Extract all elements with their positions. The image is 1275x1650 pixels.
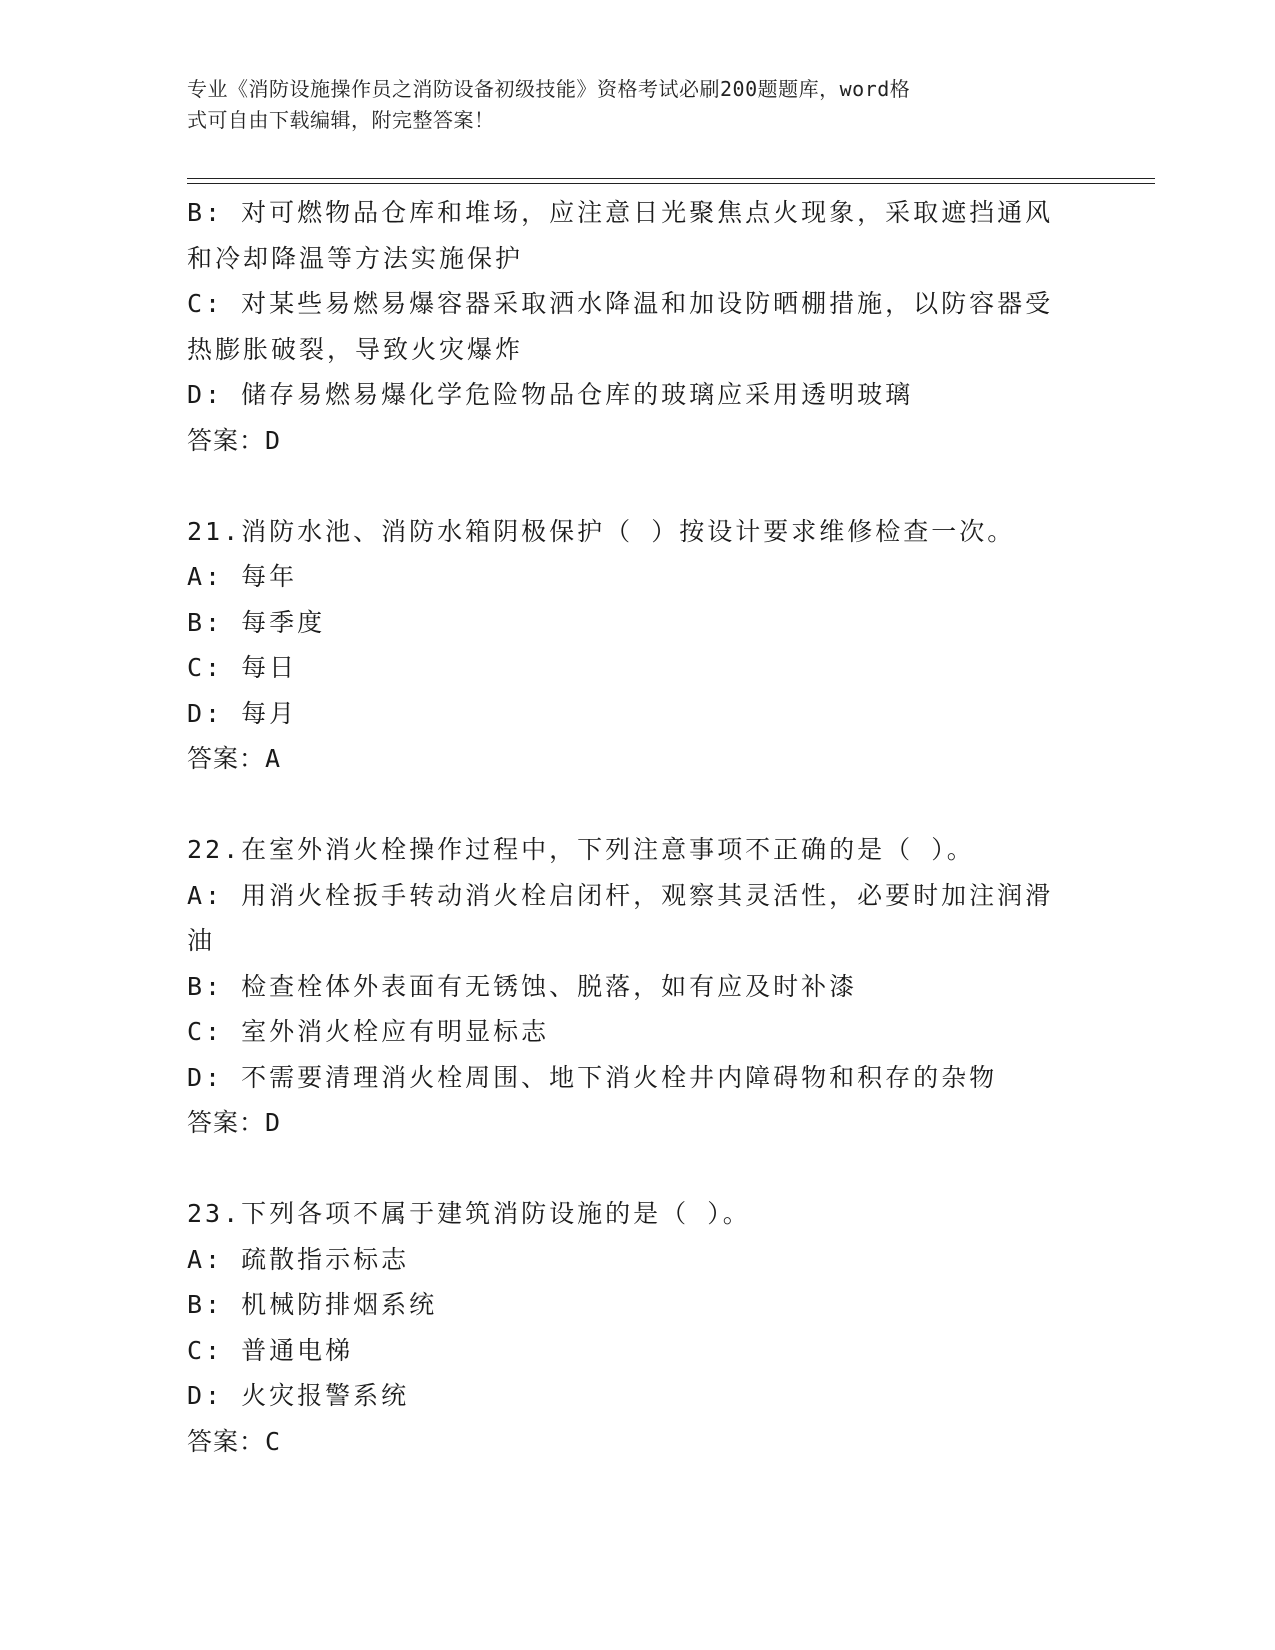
question-spacer <box>187 782 1087 828</box>
option-b: B: 每季度 <box>187 607 326 637</box>
header-divider-top <box>187 178 1155 179</box>
option-b-line-2: 和冷却降温等方法实施保护 <box>187 243 524 273</box>
page-header <box>187 74 1067 136</box>
question-22 <box>187 827 1087 1146</box>
answer-value: D <box>265 1108 284 1137</box>
answer-value: A <box>265 744 284 773</box>
option-b: B: 检查栓体外表面有无锈蚀、脱落，如有应及时补漆 <box>187 971 858 1001</box>
option-d: D: 不需要清理消火栓周围、地下消火栓井内障碍物和积存的杂物 <box>187 1062 998 1092</box>
option-c: C: 每日 <box>187 653 298 682</box>
option-d: D: 每月 <box>187 698 298 728</box>
option-b: B: 机械防排烟系统 <box>187 1290 438 1319</box>
answer-value: C <box>265 1426 284 1456</box>
answer-label: 答案： <box>187 744 266 773</box>
question-stem: 21.消防水池、消防水箱阴极保护（ ）按设计要求维修检查一次。 <box>187 516 1016 546</box>
question-stem: 23.下列各项不属于建筑消防设施的是（ ）。 <box>187 1199 751 1228</box>
option-c: C: 室外消火栓应有明显标志 <box>187 1017 550 1046</box>
option-a: A: 疏散指示标志 <box>187 1244 410 1274</box>
question-spacer <box>187 1146 1087 1192</box>
answer-value: D <box>265 425 284 455</box>
question-23 <box>187 1191 1087 1464</box>
question-content <box>187 190 1087 1464</box>
header-divider-bottom <box>187 183 1155 184</box>
option-b-line-1: B: 对可燃物品仓库和堆场，应注意日光聚焦点火现象，采取遮挡通风 <box>187 198 1054 227</box>
answer-line <box>187 418 1087 464</box>
option-d: D: 火灾报警系统 <box>187 1381 410 1410</box>
question-stem: 22.在室外消火栓操作过程中，下列注意事项不正确的是（ ）。 <box>187 835 975 864</box>
option-a-line-2: 油 <box>187 926 216 955</box>
option-c-line-1: C: 对某些易燃易爆容器采取洒水降温和加设防晒棚措施，以防容器受 <box>187 289 1054 318</box>
question-21 <box>187 509 1087 782</box>
option-d: D: 储存易燃易爆化学危险物品仓库的玻璃应采用透明玻璃 <box>187 380 914 409</box>
option-c-line-2: 热膨胀破裂，导致火灾爆炸 <box>187 334 524 364</box>
answer-line <box>187 1100 1087 1146</box>
answer-label: 答案： <box>187 1108 266 1137</box>
answer-line <box>187 736 1087 782</box>
question-spacer <box>187 463 1087 509</box>
answer-line <box>187 1419 1087 1465</box>
option-a-line-1: A: 用消火栓扳手转动消火栓启闭杆，观察其灵活性，必要时加注润滑 <box>187 880 1054 910</box>
option-a: A: 每年 <box>187 562 298 591</box>
header-line-2: 式可自由下载编辑，附完整答案！ <box>187 108 495 132</box>
header-line-1: 专业《消防设施操作员之消防设备初级技能》资格考试必刷200题题库，word格 <box>187 77 911 101</box>
question-20-partial <box>187 190 1087 463</box>
answer-label: 答案： <box>187 1426 266 1456</box>
answer-label: 答案： <box>187 425 266 455</box>
option-c: C: 普通电梯 <box>187 1335 354 1365</box>
